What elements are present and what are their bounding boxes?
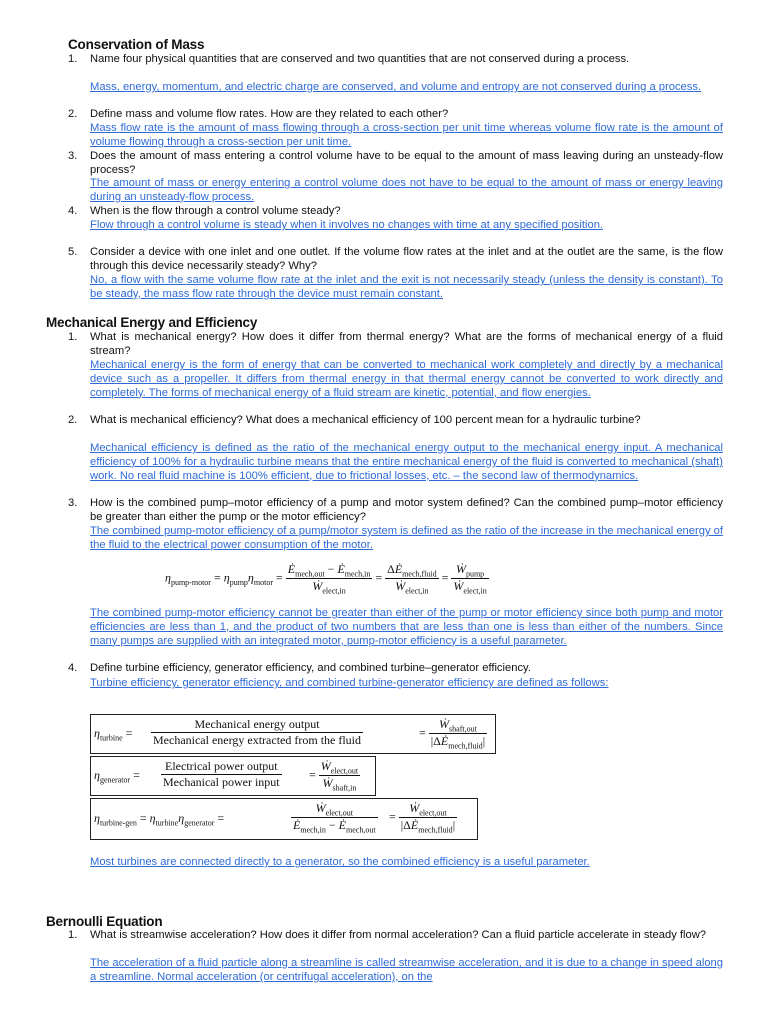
question-text: Consider a device with one inlet and one outlet. If the volume flow rates at the inlet and at the outlet are the same, is the flow through this device necessarily steady? Why? (90, 246, 723, 272)
list-item (68, 205, 723, 219)
section-title-mass: Conservation of Mass (68, 37, 205, 52)
pump-motor-equation: $\eta_{pump-motor} = \eta_{pump}\eta_{motor}$ = $\frac{Ė_{mech,out} - Ė_{mech,in}}{Ẇ_{elect,in}}$ = $\frac{\Delta Ė_{mech,fluid}}{Ẇ_{elect,in}}$ = $\frac{Ẇ_{pump}}{Ẇ_{elect,in}}$ (165, 562, 487, 596)
item-number: 1. (68, 929, 78, 941)
item-number: 3. (68, 150, 78, 162)
answer-text: Mechanical efficiency is defined as the ratio of the mechanical energy output to the mechanical energy input. A mechanical efficiency of 100% for a hydraulic turbine means that the entire mechanical energy of the fluid is converted to mechanical (shaft) work. No real fluid machine is 100% efficient, due to frictional losses, etc. – the second law of thermodynamics. (90, 442, 723, 482)
question-text: How is the combined pump–motor efficiency of a pump and motor system defined? Can the combined pump–motor efficiency be greater than either the pump or the motor efficiency? (90, 497, 723, 523)
answer-text: Mass flow rate is the amount of mass flowing through a cross-section per unit time whereas volume flow rate is the amount of volume flowing through a cross-section per unit time. (90, 122, 723, 148)
item-number: 1. (68, 331, 78, 343)
combined-efficiency-box: $\eta_{turbine-gen} = \eta_{turbine}\eta_{generator}$ = Ẇ$_{elect,out}$ $Ė_{mech,in}$ − $Ė_{mech,out}$ = $\frac{Ẇ_{elect,out}}{|\Delta Ė_{mech,fluid}|}$ (90, 798, 478, 840)
turbine-denominator: Mechanical energy extracted from the fluid (153, 733, 362, 747)
generator-efficiency-box: $\eta_{generator}$ = Electrical power output Mechanical power input = $\frac{Ẇ_{elect,out}}{Ẇ_{shaft,in}}$ (90, 756, 376, 796)
item-number: 1. (68, 53, 78, 65)
section-title-bernoulli: Bernoulli Equation (46, 914, 163, 929)
item-number: 3. (68, 497, 78, 509)
question-text: Does the amount of mass entering a control volume have to be equal to the amount of mass leaving during an unsteady-flow process? (90, 150, 723, 176)
generator-denominator: Mechanical power input (163, 775, 280, 789)
list-item (68, 108, 723, 122)
list-item (68, 929, 723, 943)
list-item (68, 662, 723, 676)
turbine-numerator: Mechanical energy output (151, 717, 363, 733)
answer-text: Mass, energy, momentum, and electric charge are conserved, and volume and entropy are not conserved during a process. (90, 81, 702, 93)
question-text: What is mechanical efficiency? What does a mechanical efficiency of 100 percent mean for a hydraulic turbine? (90, 414, 641, 426)
list-item (68, 497, 723, 525)
answer-text: Flow through a control volume is steady when it involves no changes with time at any specified position. (90, 219, 604, 231)
question-text: Define mass and volume flow rates. How are they related to each other? (90, 108, 449, 120)
item-number: 2. (68, 108, 78, 120)
answer-text: The combined pump-motor efficiency cannot be greater than either of the pump or motor efficiency since both pump and motor efficiencies are less than 1, and the product of two numbers that are less than one is less than either of the numbers. Since many pumps are supplied with an integrated motor, pump-motor efficiency is a useful parameter. (90, 607, 723, 647)
generator-numerator: Electrical power output (161, 759, 282, 775)
answer-text: The combined pump-motor efficiency of a pump/motor system is defined as the ratio of the increase in the mechanical energy of the fluid to the electrical power consumption of the motor. (90, 525, 723, 551)
question-text: What is mechanical energy? How does it differ from thermal energy? What are the forms of mechanical energy of a fluid stream? (90, 331, 723, 357)
answer-text: The amount of mass or energy entering a control volume does not have to be equal to the amount of mass or energy leaving during an unsteady-flow process. (90, 177, 723, 203)
turbine-efficiency-box: $\eta_{turbine}$ = Mechanical energy output Mechanical energy extracted from the fluid = $\frac{Ẇ_{shaft,out}}{|\Delta Ė_{mech,fluid}|}$ (90, 714, 496, 754)
answer-text: Mechanical energy is the form of energy that can be converted to mechanical work completely and directly by a mechanical device such as a propeller. It differs from thermal energy in that thermal energy cannot be converted to work directly and completely. The forms of mechanical energy of a fluid stream are kinetic, potential, and flow energies. (90, 359, 723, 399)
answer-text: The acceleration of a fluid particle along a streamline is called streamwise acceleration, and it is due to a change in speed along a streamline. Normal acceleration (or centrifugal acceleration), on the (90, 957, 723, 983)
question-text: What is streamwise acceleration? How does it differ from normal acceleration? Can a fluid particle accelerate in steady flow? (90, 929, 707, 941)
item-number: 5. (68, 246, 78, 258)
question-text: Define turbine efficiency, generator efficiency, and combined turbine–generator efficiency. (90, 662, 531, 674)
list-item (68, 331, 723, 359)
list-item (68, 53, 723, 67)
list-item (68, 246, 723, 274)
question-text: Name four physical quantities that are conserved and two quantities that are not conserved during a process. (90, 53, 630, 65)
section-title-energy: Mechanical Energy and Efficiency (46, 315, 258, 330)
question-text: When is the flow through a control volume steady? (90, 205, 341, 217)
list-item (68, 150, 723, 178)
answer-text: No, a flow with the same volume flow rate at the inlet and the exit is not necessarily steady (unless the density is constant). To be steady, the mass flow rate through the device must remain constant. (90, 274, 723, 300)
item-number: 4. (68, 662, 78, 674)
item-number: 4. (68, 205, 78, 217)
answer-text: Most turbines are connected directly to a generator, so the combined efficiency is a useful parameter. (90, 856, 590, 868)
item-number: 2. (68, 414, 78, 426)
list-item (68, 414, 723, 428)
answer-text: Turbine efficiency, generator efficiency, and combined turbine-generator efficiency are defined as follows: (90, 677, 609, 689)
